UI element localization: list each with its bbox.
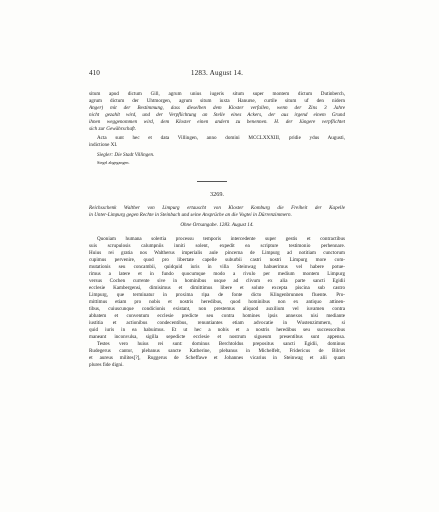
regest-line: Reichsschenk Walther von Limpurg ertauscht von Kloster Komburg die Freiheit der Kapelle — [89, 205, 345, 211]
seal-note: Siegel abgegangen. — [97, 160, 130, 165]
body-line: ecclesie Kambergensi, dimisimus et dimittimus libere et solute excepta piscina sub castro — [89, 285, 345, 291]
body-line: mittimus etiam pro nobis et nostris heredibus, quod hominibus non ex antiquo attinen- — [89, 299, 345, 305]
prev-text-line: agrum dictum der Uhtmorgen, agrum situm iuxta Hanurse, curtile situm uf den nidern — [89, 98, 345, 104]
body-line: maneant inconvulsa, sigilla sepedicte ecclesie et nostrum sigueum presentibus sunt appensa. — [89, 334, 345, 340]
page-number: 410 — [89, 69, 100, 77]
body-line: rimus a latere et in fundo quocumque modo a rivulo per medium montem Limpurg — [89, 271, 345, 277]
body-line: quid iuris in ea habuimus. Et ut hec a nobis et a nostris heredibus seu successoribus — [89, 327, 345, 333]
running-title: 1283. August 14. — [190, 69, 244, 77]
body-line: abbatem et conventum ecclesie predicte seu contra homines ipsis annexos nisi mediante — [89, 313, 345, 319]
body-line: iustitia et actionibus condecentibus, renuntiantes etiam advocatie in Wustenzimmern, si — [89, 320, 345, 326]
body-line: Limpurg, que terminatur in proxima ripa de fonte dicto Klingenbrunnen fluente. Pro- — [89, 292, 345, 298]
prev-text-line: nicht gezahlt wird, und der Verpflichtung an Stelle eines Ackers, der aus irgend einem Grund — [89, 112, 345, 118]
body-line: plures fide digni. — [89, 362, 124, 368]
document-number: 3269. — [210, 191, 224, 198]
body-line: Rudegerus cantor, plebanus sancte Katherine, plebanus in Michelfelt, Fridericus de Bilriet — [89, 348, 345, 354]
section-divider — [197, 181, 227, 182]
body-line: Quoniam humana solertia processu temporis intercedente super gestis et contractibus — [97, 236, 345, 242]
dating-clause: Acta sunt hec et data Villingen, anno domini MCCLXXXIII, pridie ydus Augusti, — [97, 135, 345, 141]
body-line: suis scrupulosis calumpniis inniti solent, expedit ea scripture testimonio perhennare. — [89, 243, 345, 249]
body-line: mutationis seu concambii, quidquid iuris in villa Steinwag habuerimus vel habere potue- — [89, 264, 345, 270]
prev-text-line: Anger) mit der Bestimmung, dass dieselben dem Kloster verfallen, wenn der Zins 3 Jahre — [89, 105, 345, 111]
running-header — [89, 69, 345, 81]
sealer-note: Siegler: Die Stadt Villingen. — [97, 152, 155, 158]
body-line: Huius rei gratia nos Waltherus imperialis aule pincerna de Limpurg ad notitiam cunctorum — [89, 250, 345, 256]
prev-text-line: situm apud dictum Gill, agrum unius iugeris situm super montem dictum Dutinberch, — [89, 91, 345, 97]
body-line: versus Cochen currente sive in hominibus usque ad clivum ex alia parte sancti Egidii — [89, 278, 345, 284]
prev-text-line: ihnen weggenommen wird, dem Kloster einen andern zu benennen. H. der Jüngere verpflichtet — [89, 119, 345, 125]
body-line: Testes vero huius rei sunt: dominus Berchtoldus prepositus sancti Egidii, dominus — [97, 341, 345, 347]
regest-line: in Unter-Limpurg gegen Rechte in Steinbach und seine Ansprüche an die Vogtei in Dürrenzimmern. — [89, 212, 292, 218]
body-line: et aureus milites[?], Ruggerus de Scheffawe et Johannes vicarius in Steinwag et alii quam — [89, 355, 345, 361]
body-line: cupimus pervenire, quod pro libertate capelle suburbii castri nostri Limpurg more com- — [89, 257, 345, 263]
dating-clause-end: indictione XI. — [89, 142, 118, 148]
prev-text-line: sich zur Gewährschaft. — [89, 126, 137, 132]
body-line: tibus, cuiuscunque condicionis existant, non prestemus aliquod auxilium vel iuvamen contra — [89, 306, 345, 312]
place-date: Ohne Ortsangabe. 1283. August 14. — [180, 222, 254, 228]
